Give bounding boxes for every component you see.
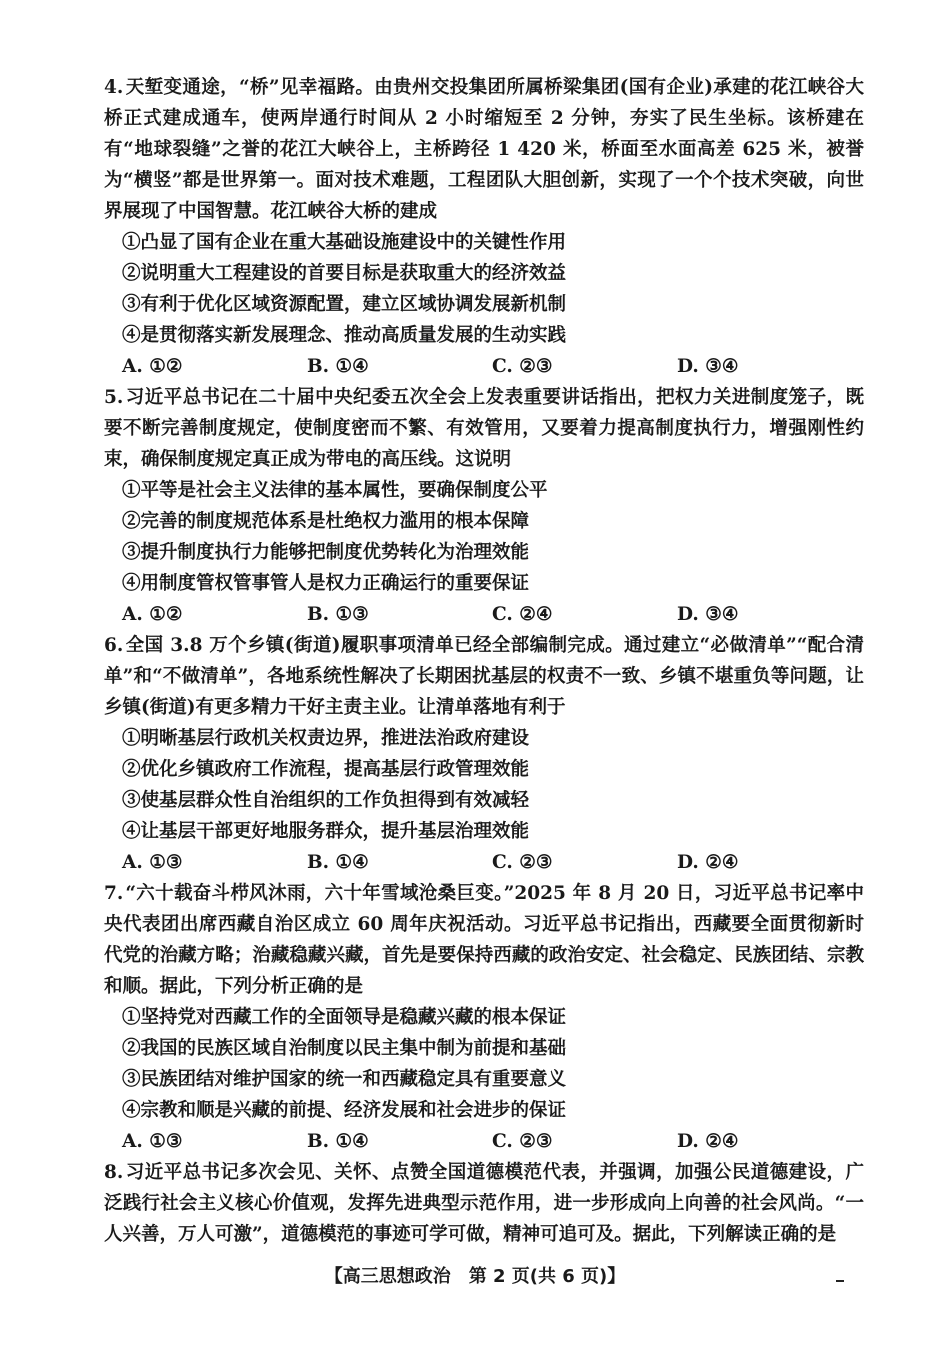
question-4	[104, 72, 864, 382]
answer-choices	[104, 1126, 864, 1157]
choice-b: B. ①④	[307, 1131, 369, 1152]
option-4: ④宗教和顺是兴藏的前提、经济发展和社会进步的保证	[122, 1100, 567, 1121]
question-5	[104, 382, 864, 630]
question-stem	[104, 1157, 864, 1250]
question-text: “六十载奋斗栉风沐雨，六十年雪域沧桑巨变。”2025 年 8 月 20 日，习近平总书记率中央代表团出席西藏自治区成立 60 周年庆祝活动。习近平总书记指出，西藏要全面贯彻新时代党的治藏方略；治藏稳藏兴藏，首先是要保持西藏的政治安定、社会稳定、民族团结、宗教和顺。据此，下列分析正确的是	[104, 883, 864, 997]
choice-d: D. ③④	[677, 604, 739, 625]
question-stem	[104, 72, 864, 227]
answer-choices	[104, 351, 864, 382]
choice-c: C. ②③	[492, 852, 553, 873]
question-number: 6.	[104, 635, 124, 656]
choice-b: B. ①③	[307, 604, 369, 625]
choice-a: A. ①②	[122, 604, 183, 625]
question-7	[104, 878, 864, 1157]
question-text: 习近平总书记多次会见、关怀、点赞全国道德模范代表，并强调，加强公民道德建设，广泛践行社会主义核心价值观，发挥先进典型示范作用，进一步形成向上向善的社会风尚。“一人兴善，万人可激”，道德模范的事迹可学可做，精神可追可及。据此，下列解读正确的是	[104, 1162, 864, 1245]
question-8	[104, 1157, 864, 1250]
question-number: 8.	[104, 1162, 124, 1183]
option-1: ①坚持党对西藏工作的全面领导是稳藏兴藏的根本保证	[122, 1007, 567, 1028]
choice-a: A. ①②	[122, 356, 183, 377]
choice-a: A. ①③	[122, 852, 183, 873]
option-2: ②优化乡镇政府工作流程，提高基层行政管理效能	[122, 759, 530, 780]
question-text: 全国 3.8 万个乡镇(街道)履职事项清单已经全部编制完成。通过建立“必做清单”“配合清单”和“不做清单”，各地系统性解决了长期困扰基层的权责不一致、乡镇不堪重负等问题，让乡镇(街道)有更多精力干好主责主业。让清单落地有利于	[104, 635, 864, 718]
question-6	[104, 630, 864, 878]
questions-container	[104, 72, 864, 1250]
choice-c: C. ②③	[492, 356, 553, 377]
question-number: 5.	[104, 387, 124, 408]
option-3: ③提升制度执行力能够把制度优势转化为治理效能	[122, 542, 530, 563]
choice-d: D. ②④	[677, 852, 739, 873]
option-2: ②我国的民族区域自治制度以民主集中制为前提和基础	[122, 1038, 567, 1059]
choice-d: D. ②④	[677, 1131, 739, 1152]
corner-mark	[836, 1280, 844, 1282]
option-4: ④让基层干部更好地服务群众，提升基层治理效能	[122, 821, 530, 842]
option-1: ①明晰基层行政机关权责边界，推进法治政府建设	[122, 728, 530, 749]
question-text: 习近平总书记在二十届中央纪委五次全会上发表重要讲话指出，把权力关进制度笼子，既要不断完善制度规定，使制度密而不繁、有效管用，又要着力提高制度执行力，增强刚性约束，确保制度规定真正成为带电的高压线。这说明	[104, 387, 864, 470]
question-stem	[104, 878, 864, 1002]
option-3: ③有利于优化区域资源配置，建立区域协调发展新机制	[122, 294, 567, 315]
option-3: ③使基层群众性自治组织的工作负担得到有效减轻	[122, 790, 530, 811]
choice-c: C. ②③	[492, 1131, 553, 1152]
choice-b: B. ①④	[307, 852, 369, 873]
answer-choices	[104, 599, 864, 630]
option-2: ②说明重大工程建设的首要目标是获取重大的经济效益	[122, 263, 567, 284]
question-number: 7.	[104, 883, 124, 904]
question-stem	[104, 382, 864, 475]
question-text: 天堑变通途，“桥”见幸福路。由贵州交投集团所属桥梁集团(国有企业)承建的花江峡谷大桥正式建成通车，使两岸通行时间从 2 小时缩短至 2 分钟，夯实了民生坐标。该桥建在有“地球裂缝”之誉的花江大峡谷上，主桥跨径 1 420 米，桥面至水面高差 625 米，被誉为“横竖”都是世界第一。面对技术难题，工程团队大胆创新，实现了一个个技术突破，向世界展现了中国智慧。花江峡谷大桥的建成	[104, 77, 864, 222]
option-4: ④是贯彻落实新发展理念、推动高质量发展的生动实践	[122, 325, 567, 346]
question-number: 4.	[104, 77, 124, 98]
option-1: ①凸显了国有企业在重大基础设施建设中的关键性作用	[122, 232, 567, 253]
choice-a: A. ①③	[122, 1131, 183, 1152]
option-4: ④用制度管权管事管人是权力正确运行的重要保证	[122, 573, 530, 594]
page-footer: 【高三思想政治 第 2 页(共 6 页)】	[324, 1266, 626, 1287]
option-3: ③民族团结对维护国家的统一和西藏稳定具有重要意义	[122, 1069, 567, 1090]
choice-b: B. ①④	[307, 356, 369, 377]
option-2: ②完善的制度规范体系是杜绝权力滥用的根本保障	[122, 511, 530, 532]
choice-c: C. ②④	[492, 604, 553, 625]
option-1: ①平等是社会主义法律的基本属性，要确保制度公平	[122, 480, 548, 501]
question-stem	[104, 630, 864, 723]
choice-d: D. ③④	[677, 356, 739, 377]
answer-choices	[104, 847, 864, 878]
